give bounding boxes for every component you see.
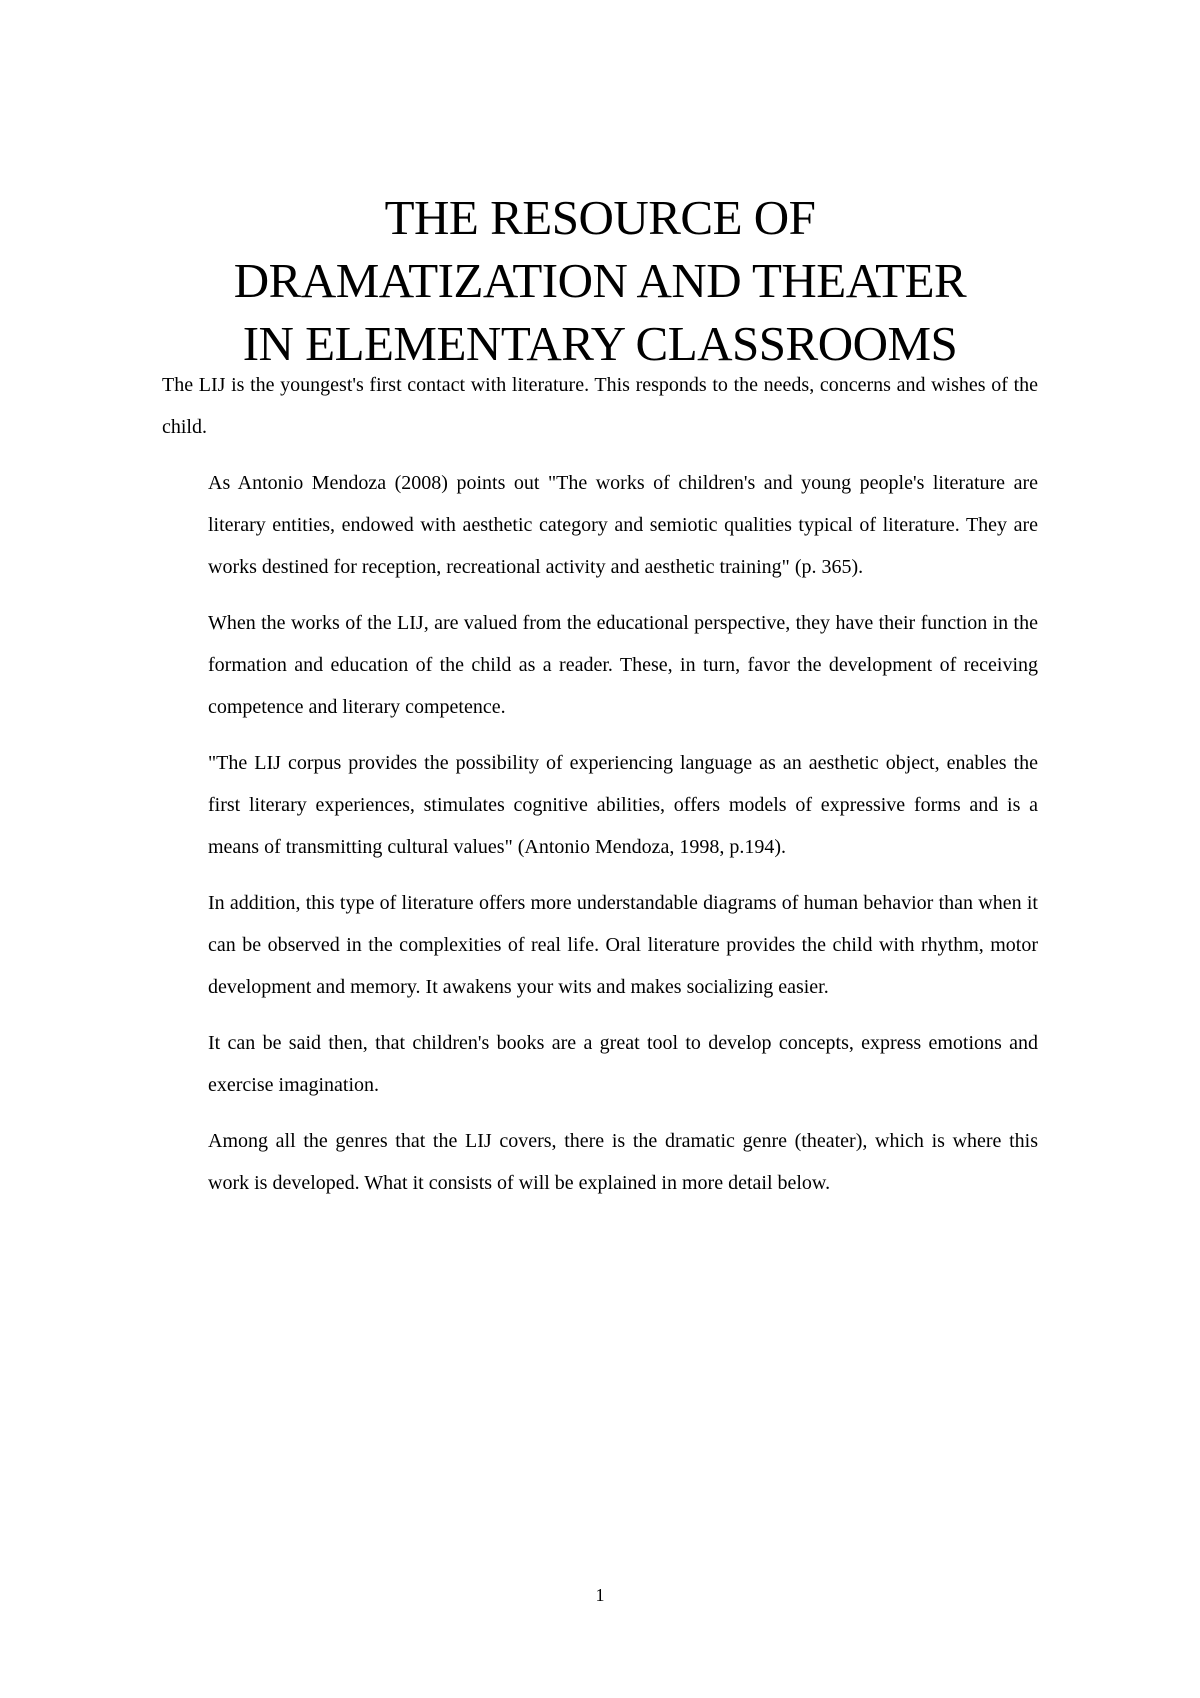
document-body (0, 364, 1200, 1218)
title-line: DRAMATIZATION AND THEATER (233, 253, 967, 308)
paragraph-childrens-books: It can be said then, that children's books are a great tool to develop concepts, express emotions and exercise imagination. (208, 1032, 1038, 1096)
title-line: THE RESOURCE OF (384, 190, 816, 245)
paragraph-mendoza-quote: As Antonio Mendoza (2008) points out "The works of children's and young people's literature are literary entities, endowed with aesthetic category and semiotic qualities typical of literature. They are works destined for reception, recreational activity and aesthetic training" (p. 365). (208, 472, 1038, 578)
document-title (150, 186, 1050, 375)
page-number: 1 (595, 1585, 605, 1605)
title-line: IN ELEMENTARY CLASSROOMS (242, 316, 958, 371)
paragraph-dramatic-genre: Among all the genres that the LIJ covers, there is the dramatic genre (theater), which is where this work is developed. What it consists of will be explained in more detail below. (208, 1130, 1038, 1194)
paragraph-lij-corpus: "The LIJ corpus provides the possibility of experiencing language as an aesthetic object, enables the first literary experiences, stimulates cognitive abilities, offers models of expressive forms and is a means of transmitting cultural values" (Antonio Mendoza, 1998, p.194). (208, 752, 1038, 858)
paragraph-human-behavior: In addition, this type of literature offers more understandable diagrams of human behavior than when it can be observed in the complexities of real life. Oral literature provides the child with rhythm, motor development and memory. It awakens your wits and makes socializing easier. (208, 892, 1038, 998)
paragraph-educational-perspective: When the works of the LIJ, are valued from the educational perspective, they have their function in the formation and education of the child as a reader. These, in turn, favor the development of receiving competence and literary competence. (208, 612, 1038, 718)
paragraph-intro: The LIJ is the youngest's first contact with literature. This responds to the needs, concerns and wishes of the child. (162, 374, 1038, 438)
